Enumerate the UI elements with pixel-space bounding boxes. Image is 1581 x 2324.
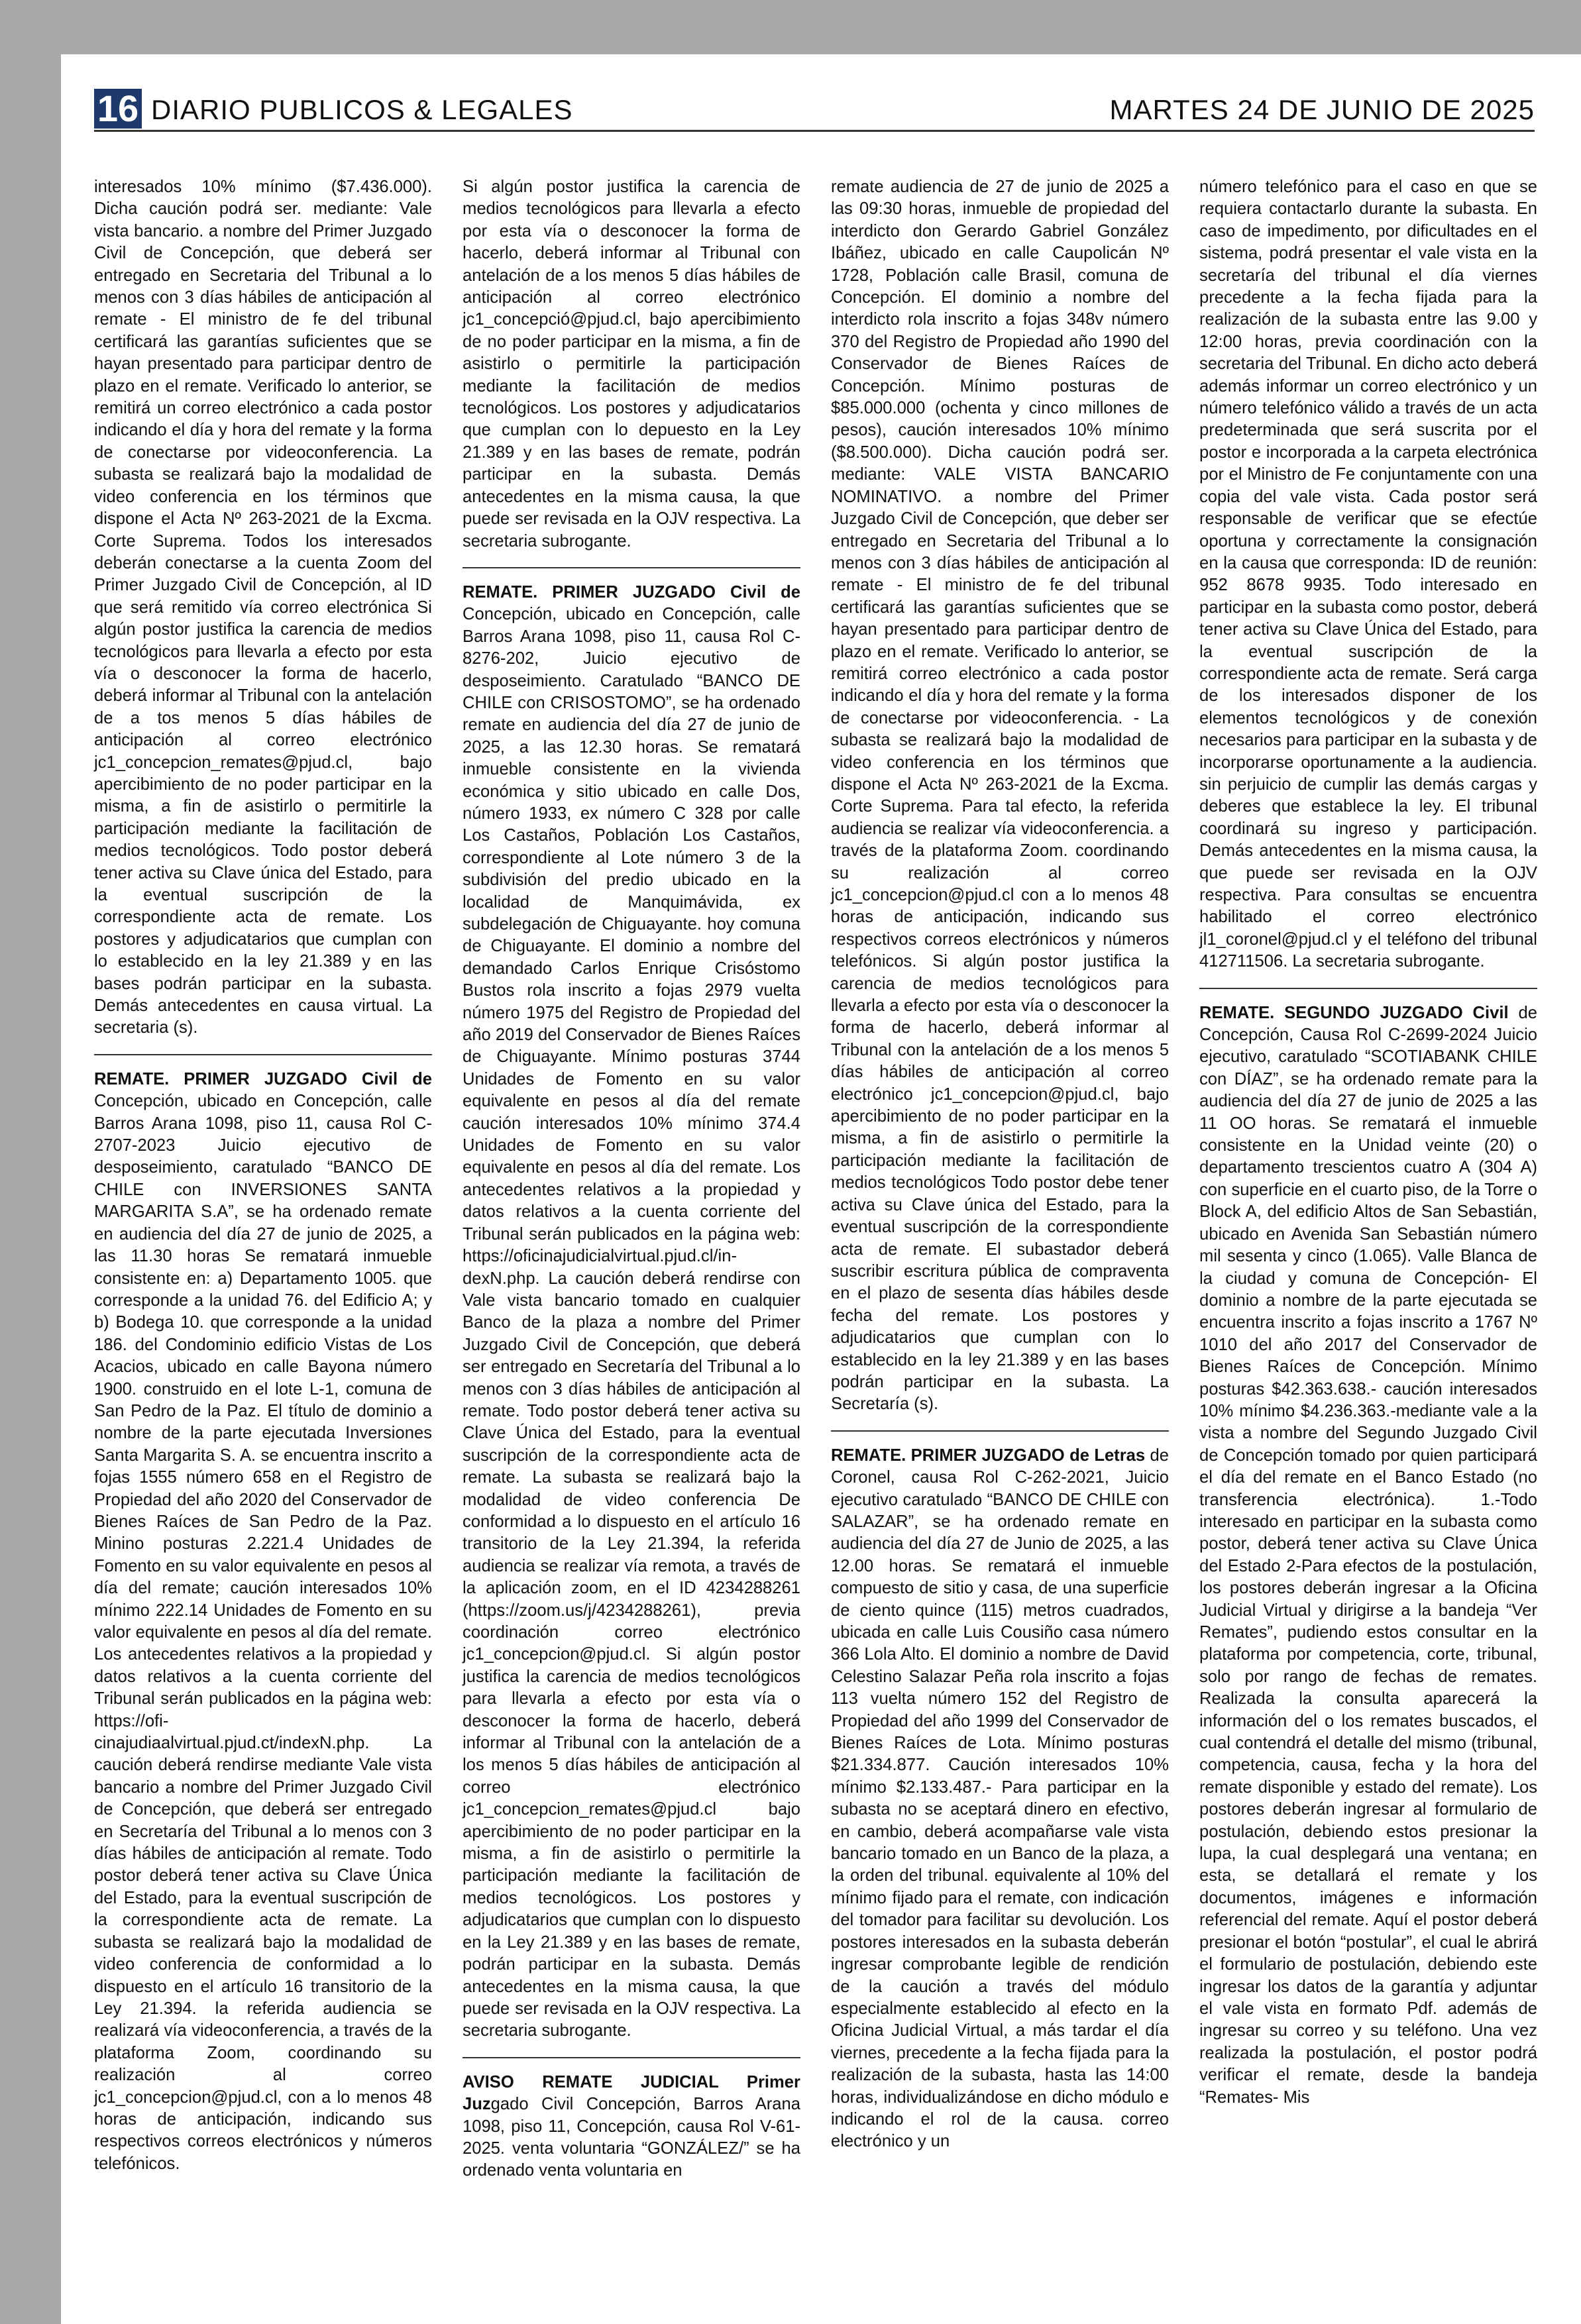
column-4 <box>1199 176 1537 2109</box>
notice-lead: REMATE. PRIMER JUZGADO Civil de <box>463 582 800 602</box>
notice-divider <box>831 1430 1169 1432</box>
page-number: 16 <box>94 89 142 129</box>
notice-lead: REMATE. PRIMER JUZGADO Civil de <box>94 1069 432 1088</box>
legal-notice <box>463 176 800 553</box>
column-3 <box>831 176 1169 2153</box>
notice-body: gado Civil Concepción, Barros Arana 1098, piso 11, Concepción, causa Rol V-61-2025. venta voluntaria “GONZÁLEZ/” se ha ordenado venta voluntaria en <box>463 2095 800 2180</box>
notice-body: Si algún postor justifica la carencia de medios tecnológicos para llevarla a efecto por esta vía o desconocer la forma de hacerlo, deberá informar al Tribunal con antelación de a los menos 5 días hábiles de anticipación al correo electrónico jc1_concepció@pjud.cl, bajo apercibimiento de no poder participar en la misma, a fin de asistirlo o permitirle la participación mediante la facilitación de medios tecnológicos. Los postores y adjudicatarios que cumplan con lo depuesto en la Ley 21.389 y en las bases de remate, podrán participar en la subasta. Demás antecedentes en la misma causa, la que puede ser revisada en la OJV respectiva. La secretaria subrogante. <box>463 178 800 551</box>
header-rule <box>94 130 1535 132</box>
issue-date: MARTES 24 DE JUNIO DE 2025 <box>1109 94 1535 125</box>
legal-notice <box>463 582 800 2042</box>
notice-body: de Concepción, Causa Rol C-2699-2024 Juicio ejecutivo, caratulado “SCOTIABANK CHILE con DÍAZ”, se ha ordenado remate para la audiencia del día 27 de junio de 2025 a las 11 OO horas. Se rematará el inmueble consistente en la Unidad veinte (20) o departamento trescientos cuatro A (304 A) con superficie en el cuarto piso, de la Torre o Block A, del edificio Altos de San Sebastián, ubicado en Avenida San Sebastián número mil sesenta y cinco (1.065). Valle Blanca de la ciudad y comuna de Concepción- El dominio a nombre de la parte ejecutada se encuentra inscrito a fojas inscrito a 1767 Nº 1010 del año 2017 del Conservador de Bienes Raíces de Concepción. Mínimo posturas $42.363.638.- caución interesados 10% mínimo $4.236.363.-mediante vale a la vista a nombre del Segundo Juzgado Civil de Concepción tomado por quien participará el día del remate en el Banco Estado (no transferencia electrónica). 1.-Todo interesado en participar en la subasta como postor, deberá tener activa su Clave Única del Estado 2-Para efectos de la postulación, los postores deberán ingresar a la Oficina Judicial Virtual y dirigirse a la bandeja “Ver Remates”, pudiendo estos consultar en la plataforma por competencia, corte, tribunal, solo por rango de fechas de remates. Realizada la consulta aparecerá la información del o los remates buscados, el cual contendrá el detalle del mismo (tribunal, competencia, causa, fecha y la hora del remate disponible y estado del remate). Los postores deberán ingresar al formulario de postulación, debiendo estos presionar la lupa, la cual desplegará una ventana; en esta, se detallará el remate y los documentos, imágenes e información referencial del remate. Aquí el postor deberá presionar el botón “postular”, el cual le abrirá el formulario de postulación, debiendo este ingresar los datos de la garantía y adjuntar el vale vista en formato Pdf. además de ingresar su correo y su teléfono. Una vez realizada la postulación, el postor podrá verificar el remate, desde la bandeja “Remates- Mis <box>1199 1003 1537 2107</box>
notice-divider <box>463 567 800 568</box>
notice-body: Concepción, ubicado en Concepción, calle Barros Arana 1098, piso 11, causa Rol C-2707-2023 Juicio ejecutivo de desposeimiento, caratulado “BANCO DE CHILE con INVERSIONES SANTA MARGARITA S.A”, se ha ordenado remate en audiencia del día 27 de junio de 2025, a las 11.30 horas Se rematará inmueble consistente en: a) Departamento 1005. que corresponde a la unidad 76. del Edificio A; y b) Bodega 10. que corresponde a la unidad 186. del Condominio edificio Vistas de Los Acacios, ubicado en calle Bayona número 1900. construido en el lote L-1, comuna de San Pedro de la Paz. El título de dominio a nombre de la parte ejecutada Inversiones Santa Margarita S. A. se encuentra inscrito a fojas 1555 número 658 en el Registro de Propiedad del año 2020 del Conservador de Bienes Raíces de San Pedro de la Paz. Minino posturas 2.221.4 Unidades de Fomento en su valor equivalente en pesos al día del remate; caución interesados 10% mínimo 222.14 Unidades de Fomento en su valor equivalente en pesos al día del remate. Los antecedentes relativos a la propiedad y datos relativos a la cuenta corriente del Tribunal serán publicados en la página web: https://ofi-cinajudiaalvirtual.pjud.ct/indexN.php. La caución deberá rendirse mediante Vale vista bancario a nombre del Primer Juzgado Civil de Concepción, que deberá ser entregado en Secretaría del Tribunal a lo menos con 3 días hábiles de anticipación al remate. Todo postor deberá tener activa su Clave Única del Estado, para la eventual suscripción de la correspondiente acta de remate. La subasta se realizará bajo la modalidad de video conferencia de conformidad a lo dispuesto en el artículo 16 transitorio de la Ley 21.394. la referida audiencia se realizará vía videoconferencia, a través de la plataforma Zoom, coordinando su realización al correo jc1_concepcion@pjud.cl, con a lo menos 48 horas de anticipación, indicando sus respectivos correos electrónicos y números telefónicos. <box>94 1092 432 2173</box>
legal-notice <box>463 2072 800 2182</box>
legal-notice <box>1199 176 1537 973</box>
notice-body: remate audiencia de 27 de junio de 2025 a las 09:30 horas, inmueble de propiedad del interdicto don Gerardo Gabriel González Ibáñez, ubicado en calle Caupolicán Nº 1728, Población calle Brasil, comuna de Concepción. El dominio a nombre del interdicto rola inscrito a fojas 348v número 370 del Registro de Propiedad año 1990 del Conservador de Bienes Raíces de Concepción. Mínimo posturas de $85.000.000 (ochenta y cinco millones de pesos), caución interesados 10% mínimo ($8.500.000). Dicha caución podrá ser. mediante: VALE VISTA BANCARIO NOMINATIVO. a nombre del Primer Juzgado Civil de Concepción, que deber ser entregado en Secretaria del Tribunal a lo menos con 3 días hábiles de anticipación al remate - El ministro de fe del tribunal certificará las garantías suficientes que se hayan presentado para participar dentro de plazo en el remate. Verificado lo anterior, se remitirá correo electrónico a cada postor indicando el día y hora del remate y la forma de conectarse por videoconferencia. - La subasta se realizará bajo la modalidad de video conferencia en los términos que dispone el Acta Nº 263-2021 de la Excma. Corte Suprema. Para tal efecto, la referida audiencia se realizar vía videoconferencia. a través de la plataforma Zoom. coordinando su realización al correo jc1_concepcion@pjud.cl con a lo menos 48 horas de anticipación, indicando sus respectivos correos electrónicos y números telefónicos. Si algún postor justifica la carencia de medios tecnológicos para llevarla a efecto por esta vía o desconocer la forma de hacerlo, deberá informar al Tribunal con la antelación de a los menos 5 días hábiles de anticipación al correo electrónico jc1_concepcion@pjud.cl, bajo apercibimiento de no poder participar en la misma, a fin de asistirlo o permitirle la participación mediante la facilitación de medios tecnológicos Todo postor debe tener activa su Clave única del Estado, para la eventual suscripción de la correspondiente acta de remate. El subastador deberá suscribir escritura pública de compraventa en el plazo de sesenta días hábiles desde fecha del remate. Los postores y adjudicatarios que cumplan con lo establecido en la ley 21.389 y en las bases podrán participar en la subasta. La Secretaría (s). <box>831 178 1169 1414</box>
notice-body: Concepción, ubicado en Concepción, calle Barros Arana 1098, piso 11, causa Rol C-8276-202, Juicio ejecutivo de desposeimiento. Caratulado “BANCO DE CHILE con CRISOSTOMO”, se ha ordenado remate en audiencia del día 27 de junio de 2025, a las 12.30 horas. Se rematará inmueble consistente en la vivienda económica y sitio ubicado en calle Dos, número 1933, ex número C 328 por calle Los Castaños, Población Los Castaños, correspondiente al Lote número 3 de la subdivisión del predio ubicado en la localidad de Manquimávida, ex subdelegación de Chiguayante. hoy comuna de Chiguayante. El dominio a nombre del demandado Carlos Enrique Crisóstomo Bustos rola inscrito a fojas 2979 vuelta número 1975 del Registro de Propiedad del año 2019 del Conservador de Bienes Raíces de Chiguayante. Mínimo posturas 3744 Unidades de Fomento en su valor equivalente en pesos al día del remate caución interesados 10% mínimo 374.4 Unidades de Fomento en su valor equivalente en pesos al día del remate. Los antecedentes relativos a la propiedad y datos relativos a la cuenta corriente del Tribunal serán publicados en la página web: https://oficinajudicialvirtual.pjud.cl/in-dexN.php. La caución deberá rendirse con Vale vista bancario tomado en cualquier Banco de la plaza a nombre del Primer Juzgado Civil de Concepción, que deberá ser entregado en Secretaría del Tribunal a lo menos con 3 días hábiles de anticipación al remate. Todo postor deberá tener activa su Clave Única del Estado, para la eventual suscripción de la correspondiente acta de remate. La subasta se realizará bajo la modalidad de video conferencia De conformidad a lo dispuesto en el artículo 16 transitorio de la Ley 21.394, la referida audiencia se realizar vía remota, a través de la aplicación zoom, en el ID 4234288261 (https://zoom.us/j/4234288261), previa coordinación correo electrónico jc1_concepcion@pjud.cl. Si algún postor justifica la carencia de medios tecnológicos para llevarla a efecto por esta vía o desconocer la forma de hacerlo, deberá informar al Tribunal con la antelación de a los menos 5 días hábiles de anticipación al correo electrónico jc1_concepcion_remates@pjud.cl bajo apercibimiento de no poder participar en la misma, a fin de asistirlo o permitirle la participación mediante la facilitación de medios tecnológicos. Los postores y adjudicatarios que cumplan con lo dispuesto en la Ley 21.389 y en las bases de remate, podrán participar en la subasta. Demás antecedentes en la misma causa, la que puede ser revisada en la OJV respectiva. La secretaria subrogante. <box>463 605 800 2040</box>
notice-divider <box>94 1054 432 1055</box>
legal-notice <box>1199 1002 1537 2109</box>
notice-divider <box>1199 988 1537 989</box>
legal-notice <box>831 176 1169 1416</box>
legal-notice <box>94 1069 432 2175</box>
notice-lead: REMATE. SEGUNDO JUZGADO Civil <box>1199 1003 1509 1022</box>
notice-body: número telefónico para el caso en que se requiera contactarlo durante la subasta. En caso de impedimento, por dificultades en el sistema, podrá presentar el vale vista en la secretaría del tribunal el día viernes precedente a la fecha fijada para la realización de la subasta entre las 9.00 y 12:00 horas, previa coordinación con la secretaria del Tribunal. En dicho acto deberá además informar un correo electrónico y un número telefónico válido a través de un acta predeterminada que será suscrita por el postor e incorporada a la carpeta electrónica por el Ministro de Fe conjuntamente con una copia del vale vista. Cada postor será responsable de verificar que se efectúe oportuna y correctamente la consignación en la causa que corresponda: ID de reunión: 952 8678 9935. Todo interesado en participar en la subasta como postor, deberá tener activa su Clave Única del Estado, para la eventual suscripción de la correspondiente acta de remate. Será carga de los interesados disponer de los elementos tecnológicos y de conexión necesarios para participar en la subasta y de incorporarse oportunamente a la audiencia. sin perjuicio de cumplir las demás cargas y deberes que establece la ley. El tribunal coordinará su ingreso y participación. Demás antecedentes en la misma causa, la que puede ser revisada en la OJV respectiva. Para consultas se encuentra habilitado el correo electrónico jl1_coronel@pjud.cl y el teléfono del tribunal 412711506. La secretaria subrogante. <box>1199 178 1537 971</box>
notice-body: interesados 10% mínimo ($7.436.000). Dicha caución podrá ser. mediante: Vale vista bancario. a nombre del Primer Juzgado Civil de Concepción, que deberá ser entregado en Secretaria del Tribunal a lo menos con 3 días hábiles de anticipación al remate - El ministro de fe del tribunal certificará las garantías suficientes que se hayan presentado para participar dentro de plazo en el remate. Verificado lo anterior, se remitirá un correo electrónico a cada postor indicando el día y hora del remate y la forma de conectarse por videoconferencia. La subasta se realizará bajo la modalidad de video conferencia en los términos que dispone el Acta Nº 263-2021 de la Excma. Corte Suprema. Todos los interesados deberán conectarse a la cuenta Zoom del Primer Juzgado Civil de Concepción, al ID que será remitido vía correo electrónica Si algún postor justifica la carencia de medios tecnológicos para llevarla a efecto por esta vía o desconocer la forma de hacerlo, deberá informar al Tribunal con la antelación de a tos menos 5 días hábiles de anticipación al correo electrónico jc1_concepcion_remates@pjud.cl, bajo apercibimiento de no poder participar en la misma, a fin de asistirlo o permitirle la participación mediante la facilitación de medios tecnológicos. Todo postor deberá tener activa su Clave única del Estado, para la eventual suscripción de la correspondiente acta de remate. Los postores y adjudicatarios que cumplan con lo establecido en la ley 21.389 y en las bases podrán participar en la subasta. Demás antecedentes en causa virtual. La secretaria (s). <box>94 178 432 1037</box>
legal-notice <box>831 1445 1169 2153</box>
notice-lead: REMATE. PRIMER JUZGADO de Letras <box>831 1446 1146 1465</box>
column-2 <box>463 176 800 2182</box>
notice-divider <box>463 2057 800 2058</box>
column-1 <box>94 176 432 2175</box>
publication-title: DIARIO PUBLICOS & LEGALES <box>151 94 573 125</box>
notice-body: de Coronel, causa Rol C-262-2021, Juicio ejecutivo caratulado “BANCO DE CHILE con SALAZAR”, se ha ordenado remate en audiencia del día 27 de Junio de 2025, a las 12.00 horas. Se rematará el inmueble compuesto de sitio y casa, de una superficie de ciento quince (115) metros cuadrados, ubicada en calle Luis Cousiño casa número 366 Lola Alto. El dominio a nombre de David Celestino Salazar Peña rola inscrito a fojas 113 vuelta número 152 del Registro de Propiedad del año 1999 del Conservador de Bienes Raíces de Lota. Mínimo posturas $21.334.877. Caución interesados 10% mínimo $2.133.487.- Para participar en la subasta no se aceptará dinero en efectivo, en cambio, deberá acompañarse vale vista bancario tomado en un Banco de la plaza, a la orden del tribunal. equivalente al 10% del mínimo fijado para el remate, con indicación del tomador para facilitar su devolución. Los postores interesados en la subasta deberán ingresar comprobante legible de rendición de la caución a través del módulo especialmente establecido al efecto en la Oficina Judicial Virtual, a más tardar el día viernes, precedente a la fecha fijada para la realización de la subasta, hasta las 14:00 horas, individualizándose en dicho módulo e indicando el rol de la causa. correo electrónico y un <box>831 1446 1169 2151</box>
notice-lead: AVISO REMATE JUDICIAL Primer Juz <box>463 2072 800 2114</box>
legal-notice <box>94 176 432 1039</box>
